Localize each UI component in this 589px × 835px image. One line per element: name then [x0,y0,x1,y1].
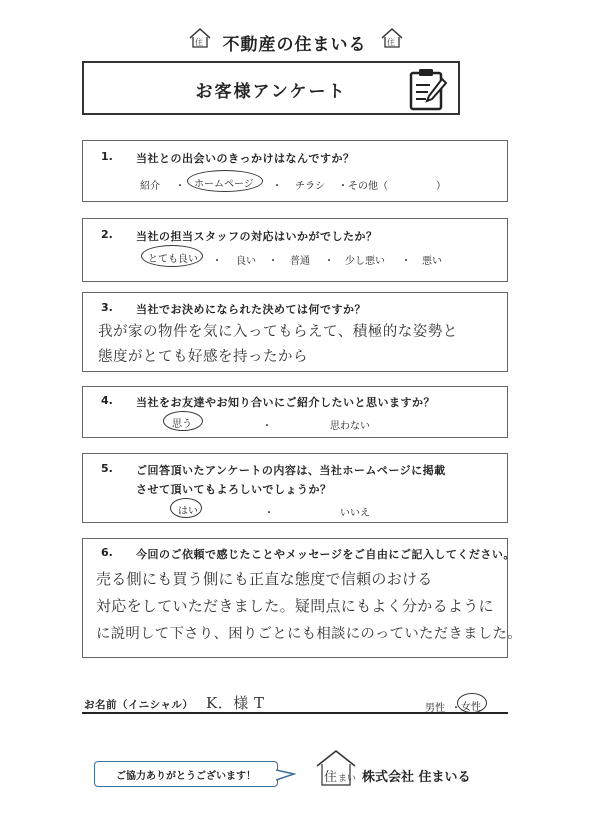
question-text: 当社との出会いのきっかけはなんですか？ [136,152,355,165]
page-title: お客様アンケート [195,82,347,102]
question-text: 今回のご依頼で感じたことやメッセージをご自由にご記入してください。 [136,548,515,561]
option-no-think: 思わない [330,421,370,432]
svg-text:住: 住 [387,38,395,47]
option-slightly-bad: 少し悪い [345,256,385,267]
option-separator: ・ [324,256,334,267]
handwritten-answer-line: 対応をしていただきました。疑問点にもよく分かるように [96,597,494,615]
question-text: ご回答頂いたアンケートの内容は、当社ホームページに掲載 [136,464,446,477]
handwritten-answer-line: 態度がとても好感を持ったから [98,349,308,365]
option-separator: ・ [212,256,222,267]
option-separator: ・ [264,508,274,519]
question-text: 当社をお友達やお知り合いにご紹介したいと思いますか？ [136,396,435,409]
thanks-message: ご協力ありがとうございます！ [116,771,256,782]
svg-text:住: 住 [324,770,338,785]
clipboard-pen-icon [408,67,448,111]
brand-name: 不動産の住まいる [222,35,367,55]
question-number: 6. [101,546,113,559]
option-other: ・その他（ [338,181,388,192]
option-separator: ・ [272,181,282,192]
handwritten-answer-line: に説明して下さり、困りごとにも相談にのっていただきました。 [96,626,522,642]
question-number: 5. [101,462,113,475]
gender-male: 男性 [425,703,445,714]
question-text: 当社でお決めになられた決めては何ですか？ [136,303,366,316]
option-no: いいえ [340,508,370,519]
gender-female: 女性 [461,702,481,713]
question-number: 1. [101,150,113,163]
option-yes: はい [178,506,198,517]
option-other-close: ） [436,181,446,192]
option-referral: 紹介 [140,181,160,192]
gender-separator: ・ [451,703,461,714]
option-separator: ・ [268,256,278,267]
company-name: 株式会社 住まいる [362,770,471,785]
svg-text:まい: まい [338,774,357,784]
question-number: 4. [101,394,113,407]
option-very-good: とても良い [148,254,198,265]
name-underline [82,712,508,714]
option-good: 良い [236,256,256,267]
option-separator: ・ [262,421,272,432]
name-label: お名前（イニシャル） [84,699,194,711]
speech-bubble-tail-icon [276,768,296,782]
question-number: 3. [101,301,113,314]
question-text: 当社の担当スタッフの対応はいかがでしたか？ [136,230,378,243]
handwritten-answer-line: 我が家の物件を気に入ってもらえて、積極的な姿勢と [98,324,458,340]
question-number: 2. [101,228,113,241]
company-house-logo-icon [313,748,359,788]
option-average: 普通 [290,256,310,267]
handwritten-answer-line: 売る側にも買う側にも正直な態度で信頼のおける [96,570,433,588]
option-separator: ・ [175,181,185,192]
svg-text:住: 住 [195,38,203,47]
name-value: K．様 T [206,694,265,712]
option-separator: ・ [401,256,411,267]
option-yes-think: 思う [172,419,192,430]
house-logo-icon [380,26,404,50]
option-homepage: ホームページ [194,179,254,190]
question-text: させて頂いてもよろしいでしょうか？ [136,483,332,496]
option-bad: 悪い [422,256,442,267]
option-flyer: チラシ [295,181,325,192]
